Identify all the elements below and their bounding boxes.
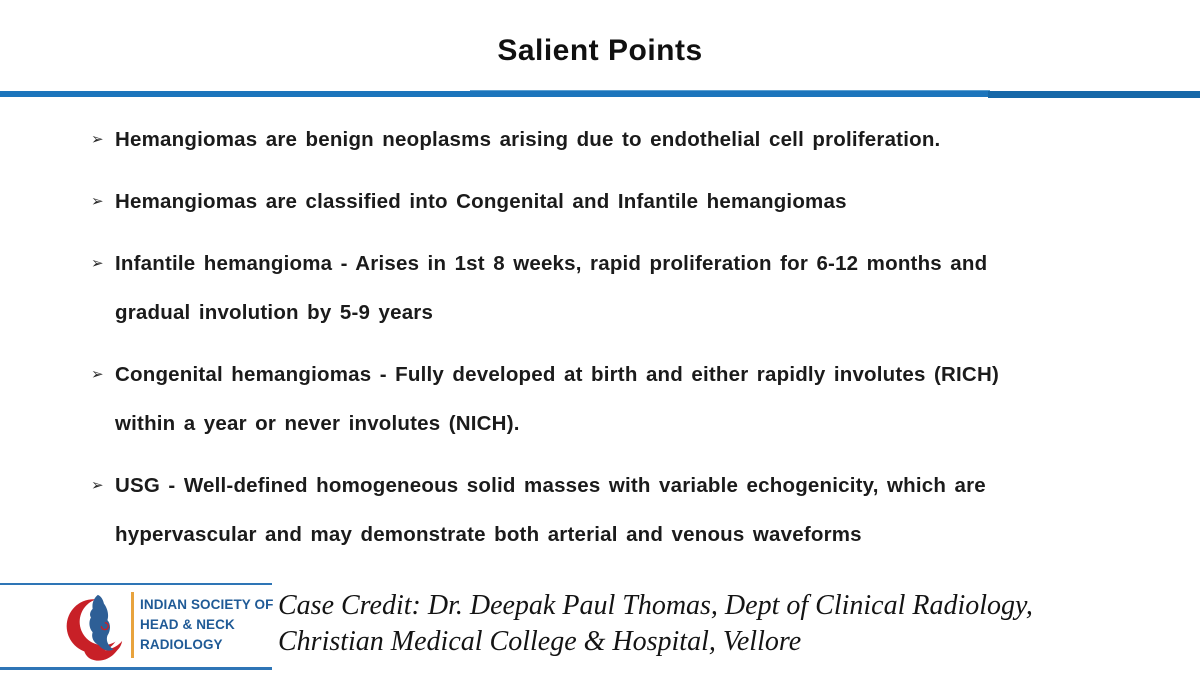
- bullet-item: [0, 461, 1200, 559]
- bullet-arrow-icon: ➢: [91, 366, 104, 383]
- bullet-arrow-icon: ➢: [91, 131, 104, 148]
- bullet-text: Congenital hemangiomas - Fully developed at birth and either rapidly involutes (RICH): [115, 363, 999, 386]
- bullet-item: [0, 350, 1200, 448]
- ishnr-logo-icon: [64, 588, 130, 666]
- logo-text-line: HEAD & NECK: [140, 617, 235, 632]
- bullet-text: USG - Well-defined homogeneous solid masses with variable echogenicity, which are: [115, 474, 986, 497]
- bullet-list: [0, 115, 1200, 572]
- divider-mid-segment: [470, 90, 990, 97]
- bullet-text-continuation: gradual involution by 5-9 years: [115, 301, 434, 324]
- bullet-arrow-icon: ➢: [91, 193, 104, 210]
- case-credit-line: Case Credit: Dr. Deepak Paul Thomas, Dept of Clinical Radiology,: [278, 590, 1033, 621]
- title-divider-line: [0, 91, 1200, 97]
- logo-text-line: INDIAN SOCIETY OF: [140, 597, 274, 612]
- bullet-text: Infantile hemangioma - Arises in 1st 8 weeks, rapid proliferation for 6-12 months and: [115, 252, 988, 275]
- bullet-item: [0, 239, 1200, 337]
- case-credit: [278, 588, 1033, 660]
- ishnr-logo-box: [0, 583, 272, 670]
- bullet-text: Hemangiomas are classified into Congenital and Infantile hemangiomas: [115, 190, 847, 213]
- case-credit-line: Christian Medical College & Hospital, Vellore: [278, 626, 802, 657]
- bullet-text: Hemangiomas are benign neoplasms arising due to endothelial cell proliferation.: [115, 128, 941, 151]
- bullet-arrow-icon: ➢: [91, 255, 104, 272]
- ishnr-logo-text: [131, 592, 273, 658]
- logo-text-line: RADIOLOGY: [140, 637, 223, 652]
- divider-right-segment: [988, 91, 1200, 98]
- bullet-text-continuation: hypervascular and may demonstrate both arterial and venous waveforms: [115, 523, 862, 546]
- bullet-item: [0, 115, 1200, 164]
- bullet-arrow-icon: ➢: [91, 477, 104, 494]
- slide-title: Salient Points: [497, 34, 703, 67]
- bullet-item: [0, 177, 1200, 226]
- bullet-text-continuation: within a year or never involutes (NICH).: [115, 412, 520, 435]
